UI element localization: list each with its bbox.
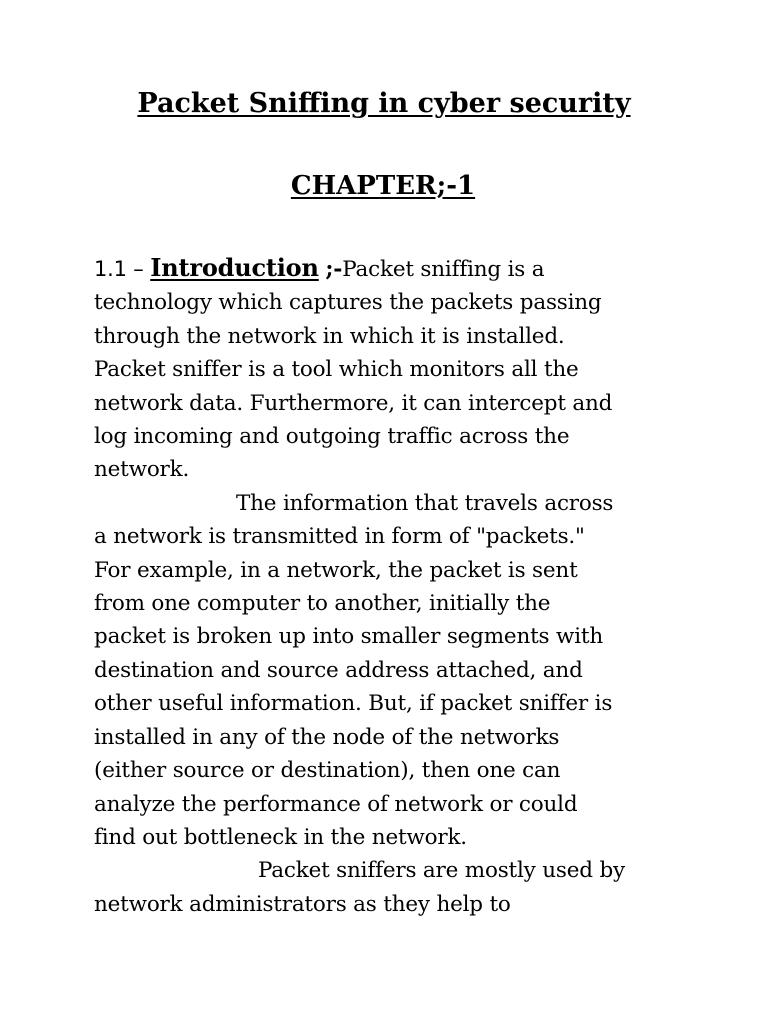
- text-line: network.: [94, 457, 190, 483]
- text-line: other useful information. But, if packet sniffer is: [94, 691, 613, 717]
- text-line: (either source or destination), then one can: [94, 758, 561, 784]
- text-line: network data. Furthermore, it can intercept and: [94, 390, 613, 416]
- paragraph-start-line: Packet sniffers are mostly used by: [258, 858, 625, 884]
- section-heading: Introduction: [150, 253, 319, 282]
- chapter-heading: CHAPTER;-1: [290, 171, 476, 201]
- body-text: [94, 251, 684, 921]
- section-separator: ;-: [325, 256, 343, 282]
- section-number: 1.1 –: [94, 257, 144, 281]
- text-line: through the network in which it is installed.: [94, 323, 565, 349]
- text-line: analyze the performance of network or could: [94, 791, 578, 817]
- section-first-line-text: Packet sniffing is a: [342, 257, 545, 282]
- paragraph-start-line: The information that travels across: [236, 490, 614, 516]
- section-first-line: [94, 251, 684, 286]
- text-line: technology which captures the packets passing: [94, 290, 602, 316]
- text-line: log incoming and outgoing traffic across the: [94, 424, 570, 450]
- text-line: installed in any of the node of the networks: [94, 724, 560, 750]
- text-line: a network is transmitted in form of "packets.": [94, 524, 585, 550]
- document-title: Packet Sniffing in cyber security: [137, 88, 631, 119]
- text-line: Packet sniffer is a tool which monitors all the: [94, 357, 579, 383]
- text-line: destination and source address attached, and: [94, 657, 583, 683]
- text-line: find out bottleneck in the network.: [94, 824, 467, 850]
- text-line: packet is broken up into smaller segments with: [94, 624, 603, 650]
- text-line: For example, in a network, the packet is sent: [94, 557, 578, 583]
- text-line: network administrators as they help to: [94, 891, 511, 917]
- text-line: from one computer to another, initially the: [94, 591, 551, 617]
